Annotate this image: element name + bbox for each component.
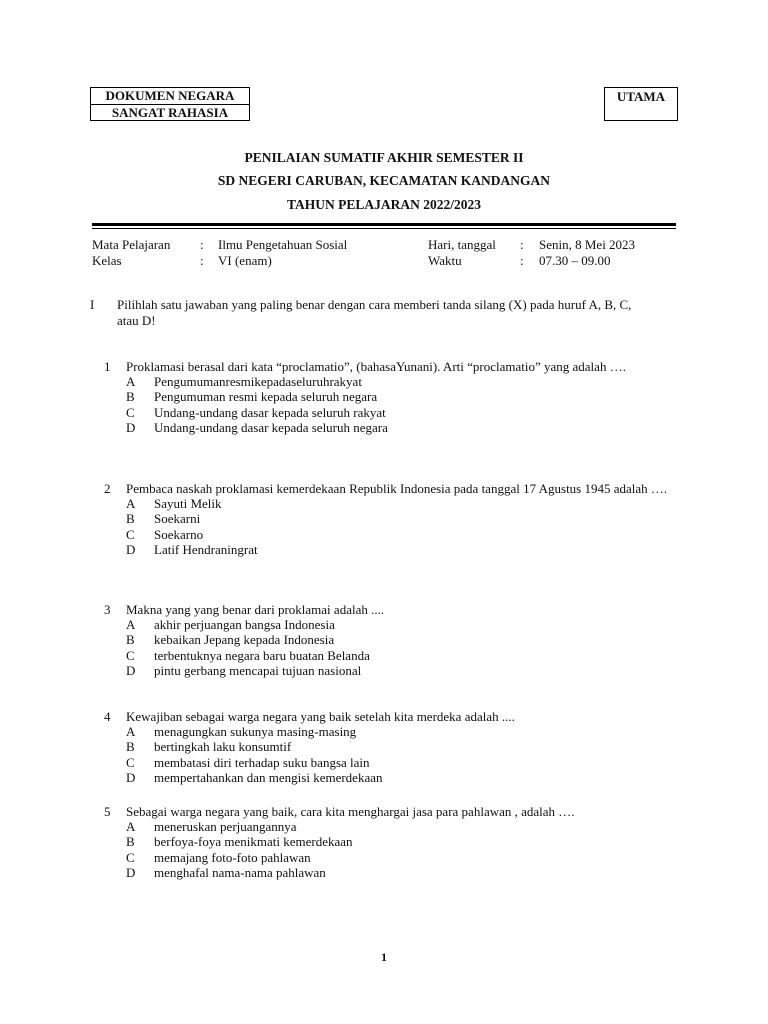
class-label: Kelas bbox=[92, 253, 122, 268]
option-text: Pengumumanresmikepadaseluruhrakyat bbox=[154, 374, 362, 390]
option-letter: D bbox=[126, 541, 136, 557]
option-letter: B bbox=[126, 834, 135, 850]
question-3 bbox=[104, 602, 676, 678]
option-d[interactable] bbox=[126, 663, 676, 678]
option-letter: C bbox=[126, 526, 135, 542]
question-text: Makna yang yang benar dari proklamai adalah .... bbox=[126, 602, 385, 617]
option-letter: B bbox=[126, 632, 135, 648]
option-letter: A bbox=[126, 724, 136, 740]
question-2 bbox=[104, 481, 676, 557]
option-letter: A bbox=[126, 617, 136, 633]
option-letter: C bbox=[126, 754, 135, 770]
option-text: Sayuti Melik bbox=[154, 496, 222, 512]
option-text: bertingkah laku konsumtif bbox=[154, 739, 292, 755]
option-letter: D bbox=[126, 662, 136, 678]
subject-label: Mata Pelajaran bbox=[92, 237, 171, 252]
option-text: Soekarni bbox=[154, 511, 201, 527]
class-value: VI (enam) bbox=[218, 253, 272, 268]
question-text: Sebagai warga negara yang baik, cara kita menghargai jasa para pahlawan , adalah …. bbox=[126, 804, 575, 819]
exam-title: PENILAIAN SUMATIF AKHIR SEMESTER II bbox=[244, 150, 524, 165]
option-letter: A bbox=[126, 496, 136, 512]
option-text: Soekarno bbox=[154, 526, 204, 542]
section-instruction: Pilihlah satu jawaban yang paling benar dengan cara memberi tanda silang (X) pada huruf A, B, C, atau D! bbox=[117, 297, 632, 328]
option-a[interactable] bbox=[126, 617, 676, 632]
header-rule-thick bbox=[92, 223, 676, 226]
question-5 bbox=[104, 804, 676, 880]
option-text: memajang foto-foto pahlawan bbox=[154, 849, 311, 865]
question-text: Pembaca naskah proklamasi kemerdekaan Republik Indonesia pada tanggal 17 Agustus 1945 adalah …. bbox=[126, 481, 668, 496]
option-c[interactable] bbox=[126, 527, 676, 542]
option-c[interactable] bbox=[126, 648, 676, 663]
academic-year: TAHUN PELAJARAN 2022/2023 bbox=[286, 197, 481, 212]
option-letter: C bbox=[126, 849, 135, 865]
option-text: Latif Hendraningrat bbox=[154, 541, 258, 557]
option-d[interactable] bbox=[126, 542, 676, 557]
question-number: 4 bbox=[104, 709, 111, 724]
option-text: terbentuknya negara baru buatan Belanda bbox=[154, 647, 370, 663]
option-text: kebaikan Jepang kepada Indonesia bbox=[154, 632, 335, 648]
question-1 bbox=[104, 359, 676, 435]
option-d[interactable] bbox=[126, 420, 676, 435]
header-rule-thin bbox=[92, 228, 676, 229]
option-d[interactable] bbox=[126, 865, 676, 880]
option-text: Undang-undang dasar kepada seluruh negara bbox=[154, 419, 388, 435]
option-d[interactable] bbox=[126, 770, 676, 785]
option-text: Undang-undang dasar kepada seluruh rakyat bbox=[154, 404, 386, 420]
option-letter: C bbox=[126, 647, 135, 663]
classification-line-2: SANGAT RAHASIA bbox=[91, 104, 249, 120]
class-sep: : bbox=[200, 253, 204, 268]
subject-value: Ilmu Pengetahuan Sosial bbox=[218, 237, 348, 252]
option-letter: B bbox=[126, 389, 135, 405]
option-a[interactable] bbox=[126, 496, 676, 511]
classification-line-1: DOKUMEN NEGARA bbox=[105, 88, 235, 103]
option-letter: A bbox=[126, 819, 136, 835]
time-sep: : bbox=[520, 253, 524, 268]
option-b[interactable] bbox=[126, 834, 676, 849]
option-c[interactable] bbox=[126, 405, 676, 420]
option-letter: B bbox=[126, 739, 135, 755]
option-text: membatasi diri terhadap suku bangsa lain bbox=[154, 754, 370, 770]
question-number: 2 bbox=[104, 481, 111, 496]
option-text: akhir perjuangan bangsa Indonesia bbox=[154, 617, 335, 633]
option-letter: D bbox=[126, 419, 136, 435]
option-letter: B bbox=[126, 511, 135, 527]
option-a[interactable] bbox=[126, 819, 676, 834]
option-c[interactable] bbox=[126, 850, 676, 865]
question-number: 1 bbox=[104, 359, 111, 374]
option-a[interactable] bbox=[126, 724, 676, 739]
date-sep: : bbox=[520, 237, 524, 252]
version-stamp: UTAMA bbox=[604, 87, 678, 121]
time-value: 07.30 – 09.00 bbox=[539, 253, 611, 268]
option-text: mempertahankan dan mengisi kemerdekaan bbox=[154, 769, 383, 785]
option-letter: D bbox=[126, 864, 136, 880]
date-label: Hari, tanggal bbox=[428, 237, 496, 252]
option-b[interactable] bbox=[126, 511, 676, 526]
question-text: Proklamasi berasal dari kata “proclamatio”, (bahasaYunani). Arti “proclamatio” yang adalah …. bbox=[126, 359, 626, 374]
option-text: berfoya-foya menikmati kemerdekaan bbox=[154, 834, 353, 850]
question-4 bbox=[104, 709, 676, 785]
option-b[interactable] bbox=[126, 389, 676, 404]
page-number: 1 bbox=[381, 950, 387, 964]
option-text: menghafal nama-nama pahlawan bbox=[154, 864, 326, 880]
option-letter: C bbox=[126, 404, 135, 420]
classification-stamp bbox=[90, 87, 250, 121]
option-c[interactable] bbox=[126, 755, 676, 770]
option-a[interactable] bbox=[126, 374, 676, 389]
question-number: 5 bbox=[104, 804, 111, 819]
option-text: Pengumuman resmi kepada seluruh negara bbox=[154, 389, 378, 405]
option-text: pintu gerbang mencapai tujuan nasional bbox=[154, 662, 362, 678]
option-b[interactable] bbox=[126, 632, 676, 647]
option-text: meneruskan perjuangannya bbox=[154, 819, 297, 835]
option-text: menagungkan sukunya masing-masing bbox=[154, 724, 357, 740]
time-label: Waktu bbox=[428, 253, 462, 268]
date-value: Senin, 8 Mei 2023 bbox=[539, 237, 636, 252]
option-letter: D bbox=[126, 769, 136, 785]
school-name: SD NEGERI CARUBAN, KECAMATAN KANDANGAN bbox=[217, 173, 551, 188]
option-letter: A bbox=[126, 374, 136, 390]
option-b[interactable] bbox=[126, 739, 676, 754]
question-text: Kewajiban sebagai warga negara yang baik setelah kita merdeka adalah .... bbox=[126, 709, 515, 724]
section-number: I bbox=[90, 297, 95, 312]
subject-sep: : bbox=[200, 237, 204, 252]
question-number: 3 bbox=[104, 602, 111, 617]
